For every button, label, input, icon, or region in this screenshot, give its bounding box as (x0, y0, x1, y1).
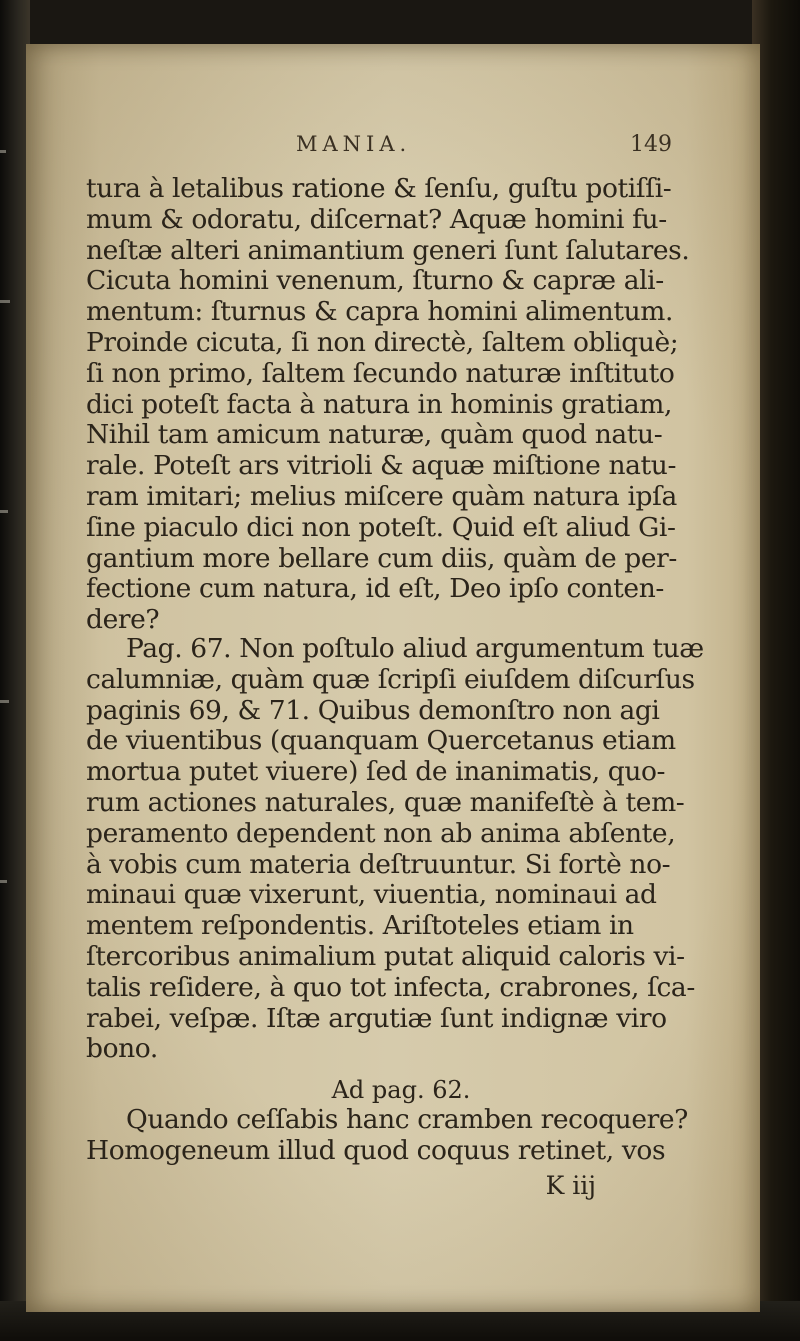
text-line: mentem reſpondentis. Ariſtoteles etiam in (86, 910, 634, 942)
text-line: dici poteſt facta à natura in hominis gratiam, (86, 388, 672, 420)
text-line: à vobis cum materia deſtruuntur. Si fortè no- (86, 848, 671, 880)
text-line: mentum: ſturnus & capra homini alimentum. (86, 296, 674, 328)
book-page (26, 44, 760, 1312)
page-number: 149 (630, 132, 672, 157)
gutter-page-edge-line (0, 300, 10, 303)
text-line: mortua putet viuere) ſed de inanimatis, quo- (86, 756, 666, 788)
text-line: fectione cum natura, id eſt, Deo ipſo conten- (86, 573, 664, 605)
paragraph-1 (86, 173, 690, 636)
gutter-page-edge-line (0, 150, 6, 153)
text-line: gantium more bellare cum diis, quàm de per- (86, 542, 677, 574)
paragraph-3 (86, 1105, 686, 1167)
text-line: Homogeneum illud quod coquus retinet, vos (86, 1134, 666, 1166)
text-line: de viuentibus (quanquam Quercetanus etiam (86, 725, 676, 757)
gutter-page-edge-line (0, 510, 8, 513)
text-line: talis reſidere, à quo tot infecta, crabrones, ſca- (86, 971, 695, 1003)
text-line: Nihil tam amicum naturæ, quàm quod natu- (86, 419, 663, 451)
section-heading: Ad pag. 62. (331, 1076, 471, 1105)
text-line: ſine piaculo dici non poteſt. Quid eſt aliud Gi- (86, 511, 676, 543)
text-line: mum & odoratu, diſcernat? Aquæ homini fu- (86, 203, 667, 235)
text-line: minaui quæ vixerunt, viuentia, nominaui ad (86, 879, 657, 911)
text-line: tura à letalibus ratione & ſenſu, guſtu potiſſi- (86, 173, 672, 204)
text-line: Quando ceſſabis hanc cramben recoquere? (126, 1104, 688, 1136)
text-line: rum actiones naturales, quæ manifeſtè à tem- (86, 786, 685, 818)
text-line: Cicuta homini venenum, ſturno & capræ ali- (86, 265, 664, 297)
text-line: rale. Poteſt ars vitrioli & aquæ miſtione natu- (86, 450, 677, 482)
page-content (86, 132, 704, 1201)
gutter-page-edge-line (0, 700, 9, 703)
running-head (86, 132, 686, 176)
text-line: dere? (86, 604, 160, 636)
text-line: bono. (86, 1033, 158, 1065)
text-line: Proinde cicuta, ſi non directè, ſaltem obliquè; (86, 326, 679, 358)
text-line: paginis 69, & 71. Quibus demonſtro non agi (86, 694, 660, 726)
text-line: ſtercoribus animalium putat aliquid caloris vi- (86, 940, 685, 972)
text-line: Pag. 67. Non poſtulo aliud argumentum tuæ (126, 632, 704, 664)
text-line: neſtæ alteri animantium generi ſunt ſalutares. (86, 234, 690, 266)
text-line: ſi non primo, ſaltem ſecundo naturæ inſtituto (86, 357, 675, 389)
text-line: rabei, veſpæ. Iſtæ argutiæ ſunt indignæ viro (86, 1002, 667, 1034)
paragraph-2 (86, 632, 704, 1065)
running-head-title: MANIA. (296, 132, 412, 156)
text-line: ram imitari; melius miſcere quàm natura ipſa (86, 480, 677, 512)
signature-mark: K iij (545, 1170, 596, 1200)
text-line: peramento dependent non ab anima abſente, (86, 817, 676, 849)
gutter-page-edge-line (0, 880, 7, 883)
text-line: calumniæ, quàm quæ ſcripſi eiuſdem diſcurſus (86, 663, 695, 695)
